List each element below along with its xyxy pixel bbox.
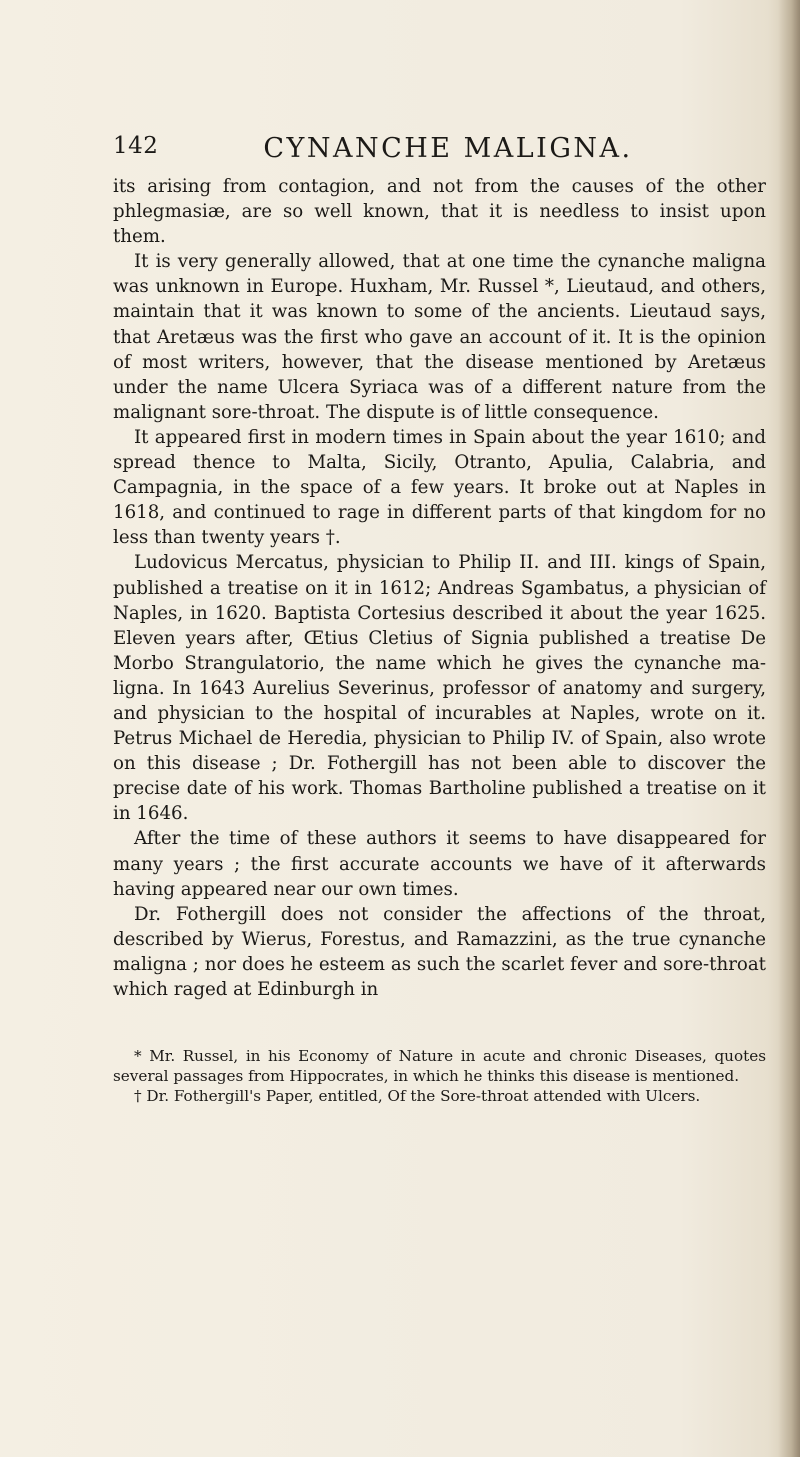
page-number: 142 [113,133,159,159]
page-spine-shadow [778,0,800,1457]
paragraph: It appeared first in modern times in Spain about the year 1610; and spread thence to Malta, Sicily, Otranto, Apulia, Calabria, and Campagnia, in the space of a few years. It broke out at Naples in 1618, and continued to rage in different parts of that kingdom for no less than twenty years †. [113,426,766,549]
paragraph: It is very generally allowed, that at one time the cynanche maligna was unknown in Europe. Huxham, Mr. Russel *, Lieutaud, and others, maintain that it was known to some of the ancients. Lieutaud says, that Aretæus was the first who gave an account of it. It is the opinion of most writers, however, that the disease mentioned by Aretæus under the name Ulcera Syriaca was of a different nature from the malignant sore-throat. The dispute is of little consequence. [113,251,766,423]
footnote: * Mr. Russel, in his Economy of Nature in acute and chronic Diseases, quotes several passages from Hippocrates, in which he thinks this disease is mentioned. [113,1047,766,1085]
page-header [113,133,753,167]
paragraph: Dr. Fothergill does not consider the affections of the throat, described by Wierus, Forestus, and Ramazzini, as the true cynanche maligna ; nor does he esteem as such the scarlet fever and sore-throat which raged at Edinburgh in [113,903,766,1000]
running-title: CYNANCHE MALIGNA. [263,133,633,164]
paragraph: After the time of these authors it seems to have disappeared for many years ; the first accurate accounts we have of it afterwards having appeared near our own times. [113,828,766,900]
paragraph: its arising from contagion, and not from the causes of the other phlegmasiæ, are so well known, that it is needless to insist upon them. [113,176,766,248]
paragraph: Ludovicus Mercatus, physician to Philip II. and III. kings of Spain, published a treatise on it in 1612; Andreas Sgambatus, a physician of Naples, in 1620. Baptista Cortesius described it about the year 1625. Eleven years after, Œtius Cletius of Signia published a treatise De Morbo Strangulatorio, the name which he gives the cynanche maligna. In 1643 Aurelius Severinus, professor of anatomy and surgery, and physician to the hospital of incurables at Naples, wrote on it. Petrus Michael de Heredia, physician to Philip IV. of Spain, also wrote on this disease ; Dr. Fothergill has not been able to discover the precise date of his work. Thomas Bartholine published a treatise on it in 1646. [113,552,766,825]
body-text [113,174,766,1002]
footnote: † Dr. Fothergill's Paper, entitled, Of the Sore-throat attended with Ulcers. [134,1086,701,1105]
footnotes [113,1047,766,1106]
